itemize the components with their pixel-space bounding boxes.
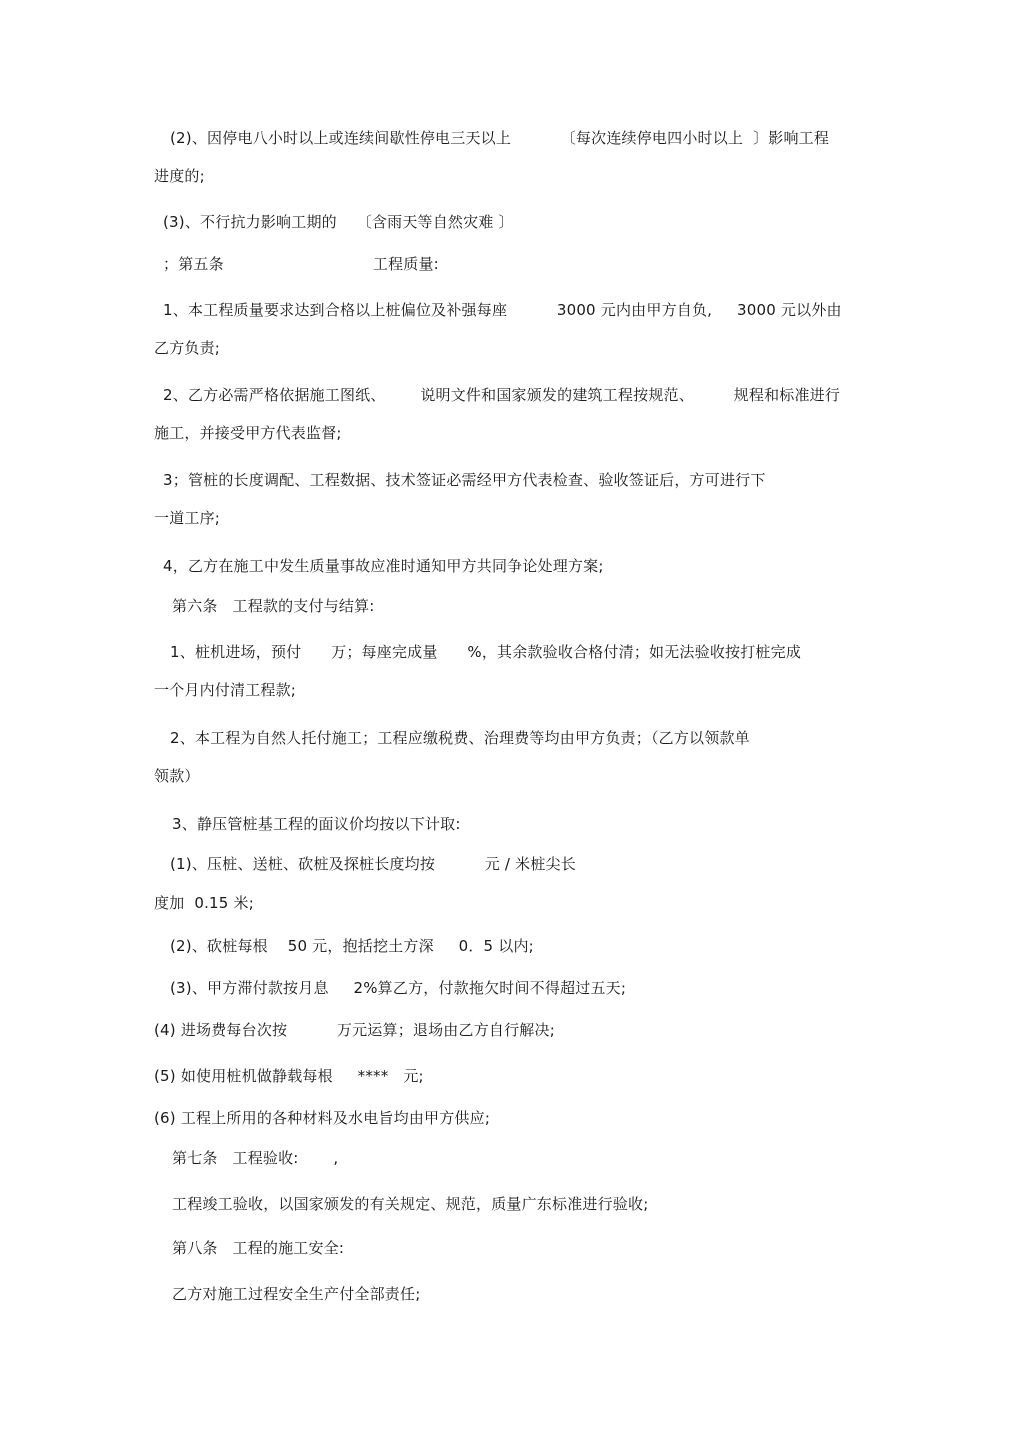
text-line: 工程竣工验收，以国家颁发的有关规定、规范，质量广东标准进行验收; bbox=[172, 1195, 649, 1213]
text-line: 进度的; bbox=[154, 167, 205, 185]
text-line: (2)、因停电八小时以上或连续间歇性停电三天以上 〔每次连续停电四小时以上 〕影响工程 bbox=[170, 129, 830, 147]
text-line: 一道工序; bbox=[154, 509, 221, 527]
text-line: (5) 如使用桩机做静载每根 **** 元; bbox=[154, 1067, 424, 1085]
text-line: 4，乙方在施工中发生质量事故应准时通知甲方共同争论处理方案; bbox=[163, 557, 604, 575]
text-line: (4) 进场费每台次按 万元运算；退场由乙方自行解决; bbox=[154, 1021, 555, 1039]
text-line: 2、本工程为自然人托付施工；工程应缴税费、治理费等均由甲方负责；（乙方以领款单 bbox=[170, 729, 750, 747]
text-line: (6) 工程上所用的各种材料及水电旨均由甲方供应; bbox=[154, 1109, 491, 1127]
section-heading: ；第五条 工程质量: bbox=[163, 255, 439, 273]
text-line: 乙方负责; bbox=[154, 339, 221, 357]
text-line: 度加 0.15 米; bbox=[154, 894, 254, 912]
text-line: 2、乙方必需严格依据施工图纸、 说明文件和国家颁发的建筑工程按规范、 规程和标准进行 bbox=[163, 386, 841, 404]
section-heading: 第六条 工程款的支付与结算: bbox=[172, 597, 375, 615]
text-line: 施工，并接受甲方代表监督; bbox=[154, 424, 342, 442]
text-line: 一个月内付清工程款; bbox=[154, 681, 297, 699]
text-line: 3；管桩的长度调配、工程数据、技术签证必需经甲方代表检查、验收签证后，方可进行下 bbox=[163, 471, 766, 489]
text-line: 乙方对施工过程安全生产付全部责任; bbox=[172, 1285, 421, 1303]
text-line: 1、本工程质量要求达到合格以上桩偏位及补强每座 3000 元内由甲方自负, 3000 元以外由 bbox=[163, 301, 842, 319]
text-line: (1)、压桩、送桩、砍桩及探桩长度均按 元 / 米桩尖长 bbox=[170, 855, 576, 873]
text-line: 1、桩机进场，预付 万；每座完成量 %，其余款验收合格付清；如无法验收按打桩完成 bbox=[170, 643, 802, 661]
section-heading: 第七条 工程验收: , bbox=[172, 1149, 339, 1167]
text-line: 3、静压管桩基工程的面议价均按以下计取: bbox=[172, 815, 461, 833]
text-line: 领款） bbox=[154, 767, 200, 785]
section-heading: 第八条 工程的施工安全: bbox=[172, 1239, 345, 1257]
text-line: (3)、甲方滞付款按月息 2%算乙方，付款拖欠时间不得超过五天; bbox=[170, 979, 627, 997]
text-line: (2)、砍桩每根 50 元，抱括挖土方深 0．5 以内; bbox=[170, 937, 534, 955]
text-line: (3)、不行抗力影响工期的 〔含雨天等自然灾难 〕 bbox=[163, 213, 514, 231]
